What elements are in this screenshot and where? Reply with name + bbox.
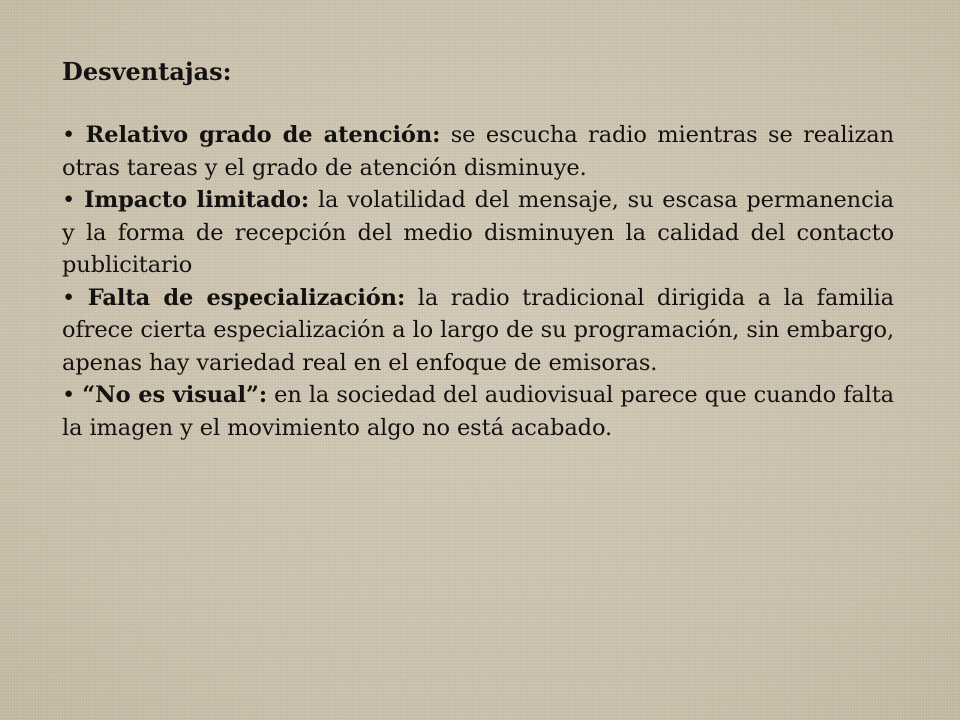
bullet-dot: • [62,382,76,408]
bullet-dot: • [62,122,76,148]
bullet-text: la radio tradicional dirigida a la familia ofrece cierta especialización a lo largo de su programación, sin embargo, apenas hay variedad real en el enfoque de emisoras. [62,284,894,376]
bullet-term: Relativo grado de atención: [85,122,441,148]
slide-heading: Desventajas: [62,57,232,86]
slide-content [62,56,894,444]
bullet-item [62,184,894,282]
bullet-item [62,379,894,444]
bullet-item [62,119,894,184]
bullet-text: la volatilidad del mensaje, su escasa permanencia y la forma de recepción del medio disminuyen la calidad del contacto publicitario [62,187,894,278]
bullet-text: en la sociedad del audiovisual parece que cuando falta la imagen y el movimiento algo no está acabado. [62,382,894,441]
bullet-item [62,282,894,380]
bullet-term: “No es visual”: [82,382,268,408]
bullet-dot: • [62,284,76,311]
bullet-dot: • [62,187,76,213]
bullet-term: Impacto limitado: [84,187,310,213]
bullet-text: se escucha radio mientras se realizan otras tareas y el grado de atención disminuye. [62,122,894,181]
bullet-term: Falta de especialización: [87,284,406,311]
